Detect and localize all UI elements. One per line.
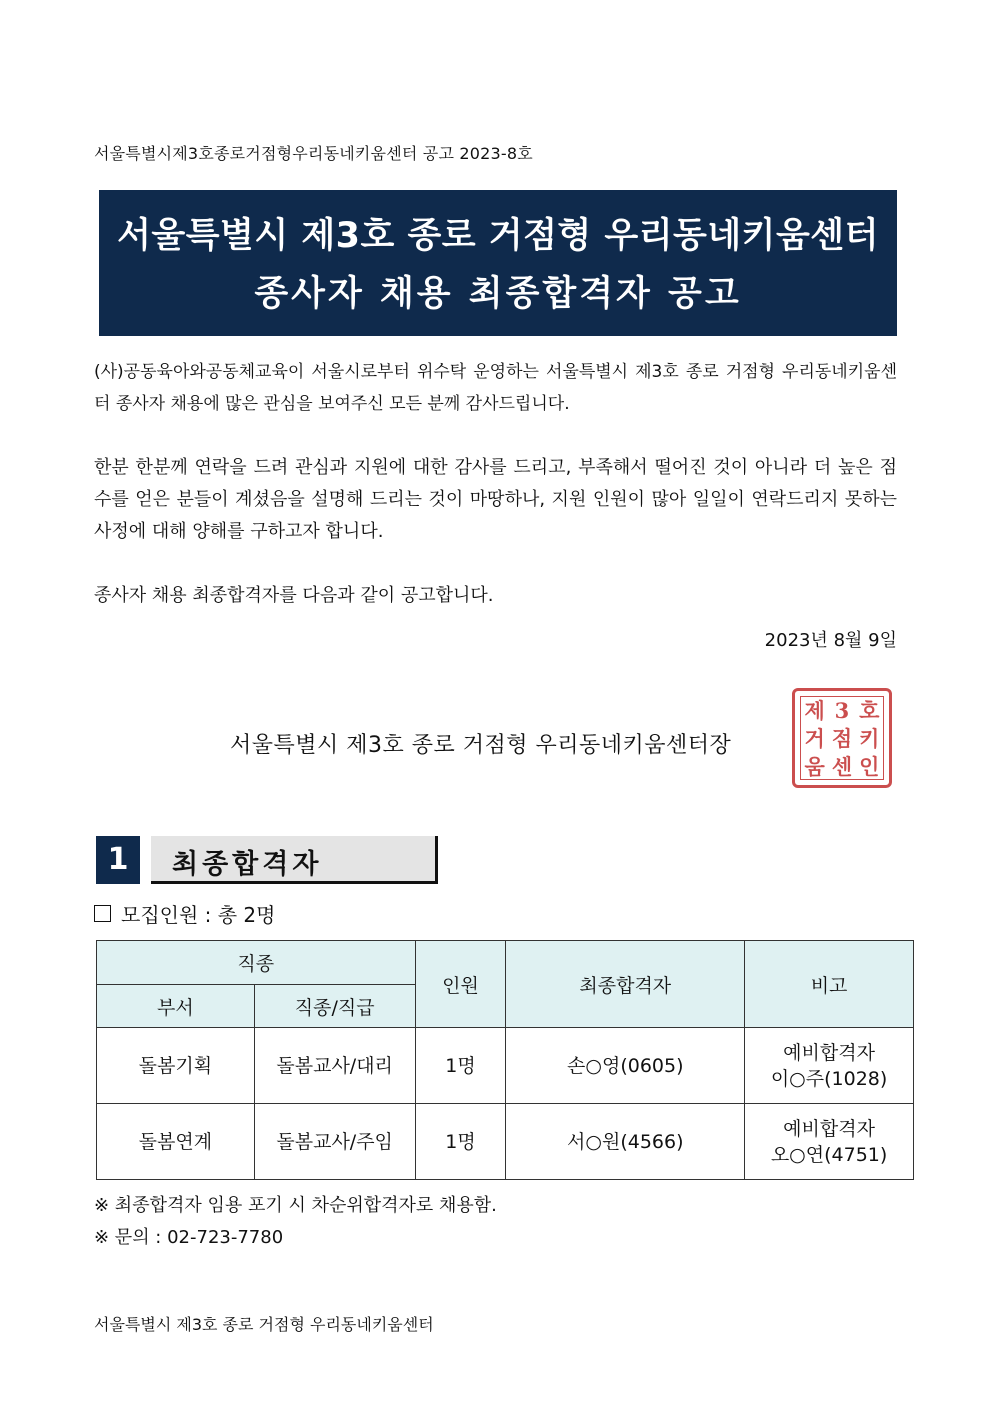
header-position: 직종/직급	[254, 985, 415, 1028]
cell-final: 서○원(4566)	[506, 1104, 745, 1180]
title-line-1: 서울특별시 제3호 종로 거점형 우리동네키움센터	[117, 216, 879, 256]
paragraph-intro: (사)공동육아와공동체교육이 서울시로부터 위수탁 운영하는 서울특별시 제3호 종로 거점형 우리동네키움센터 종사자 채용에 많은 관심을 보여주신 모든 분께 감사드립니다.	[94, 362, 897, 414]
note-replacement: ※ 최종합격자 임용 포기 시 차순위합격자로 채용함.	[94, 1195, 497, 1216]
note-contact: ※ 문의 : 02-723-7780	[94, 1227, 284, 1248]
cell-count: 1명	[415, 1028, 506, 1104]
cell-final: 손○영(0605)	[506, 1028, 745, 1104]
seal-char: 호	[859, 698, 880, 723]
header-count: 인원	[415, 941, 506, 1028]
note-name: 이○주(1028)	[770, 1067, 888, 1090]
cell-position: 돌봄교사/대리	[254, 1028, 415, 1104]
results-table	[96, 940, 914, 1180]
cell-dept: 돌봄연계	[97, 1104, 255, 1180]
recruit-count	[94, 899, 275, 928]
paragraph-apology: 한분 한분께 연락을 드려 관심과 지원에 대한 감사를 드리고, 부족해서 떨어진 것이 아니라 더 높은 점수를 얻은 분들이 계셨음을 설명해 드리는 것이 마땅하나, 지원 인원이 많아 일일이 연락드리지 못하는 사정에 대해 양해를 구하고자 합니다.	[94, 457, 897, 542]
announcement-number: 서울특별시제3호종로거점형우리동네키움센터 공고 2023-8호	[94, 144, 533, 163]
seal-char: 센	[831, 754, 853, 779]
note-name: 오○연(4751)	[770, 1143, 888, 1166]
cell-note	[745, 1028, 914, 1104]
paragraph-announce: 종사자 채용 최종합격자를 다음과 같이 공고합니다.	[94, 585, 494, 606]
seal-char: 점	[831, 726, 853, 751]
section-title: 최종합격자	[172, 849, 323, 880]
section-number: 1	[96, 836, 140, 884]
header-dept: 부서	[97, 985, 255, 1028]
seal-char: 움	[804, 754, 825, 779]
signer-name: 서울특별시 제3호 종로 거점형 우리동네키움센터장	[230, 733, 732, 758]
seal-characters	[800, 696, 884, 780]
checkbox-icon	[94, 905, 111, 922]
cell-dept: 돌봄기획	[97, 1028, 255, 1104]
note-label: 예비합격자	[783, 1041, 875, 1064]
seal-char: 인	[859, 754, 880, 779]
official-seal	[792, 688, 892, 788]
seal-char: 키	[859, 726, 880, 751]
footer-org: 서울특별시 제3호 종로 거점형 우리동네키움센터	[94, 1315, 434, 1334]
cell-count: 1명	[415, 1104, 506, 1180]
table-header-row	[97, 941, 914, 985]
header-job: 직종	[97, 941, 416, 985]
header-note: 비고	[745, 941, 914, 1028]
header-final: 최종합격자	[506, 941, 745, 1028]
cell-position: 돌봄교사/주임	[254, 1104, 415, 1180]
table-row	[97, 1104, 914, 1180]
seal-char: 3	[834, 698, 850, 723]
notes	[94, 1190, 497, 1254]
title-banner	[99, 190, 897, 336]
seal-char: 제	[804, 698, 825, 723]
announcement-date: 2023년 8월 9일	[764, 630, 897, 651]
table-row	[97, 1028, 914, 1104]
title-line-2: 종사자 채용 최종합격자 공고	[254, 274, 742, 314]
note-label: 예비합격자	[783, 1117, 875, 1140]
cell-note	[745, 1104, 914, 1180]
seal-char: 거	[804, 726, 825, 751]
recruit-count-text: 모집인원 : 총 2명	[121, 903, 276, 927]
